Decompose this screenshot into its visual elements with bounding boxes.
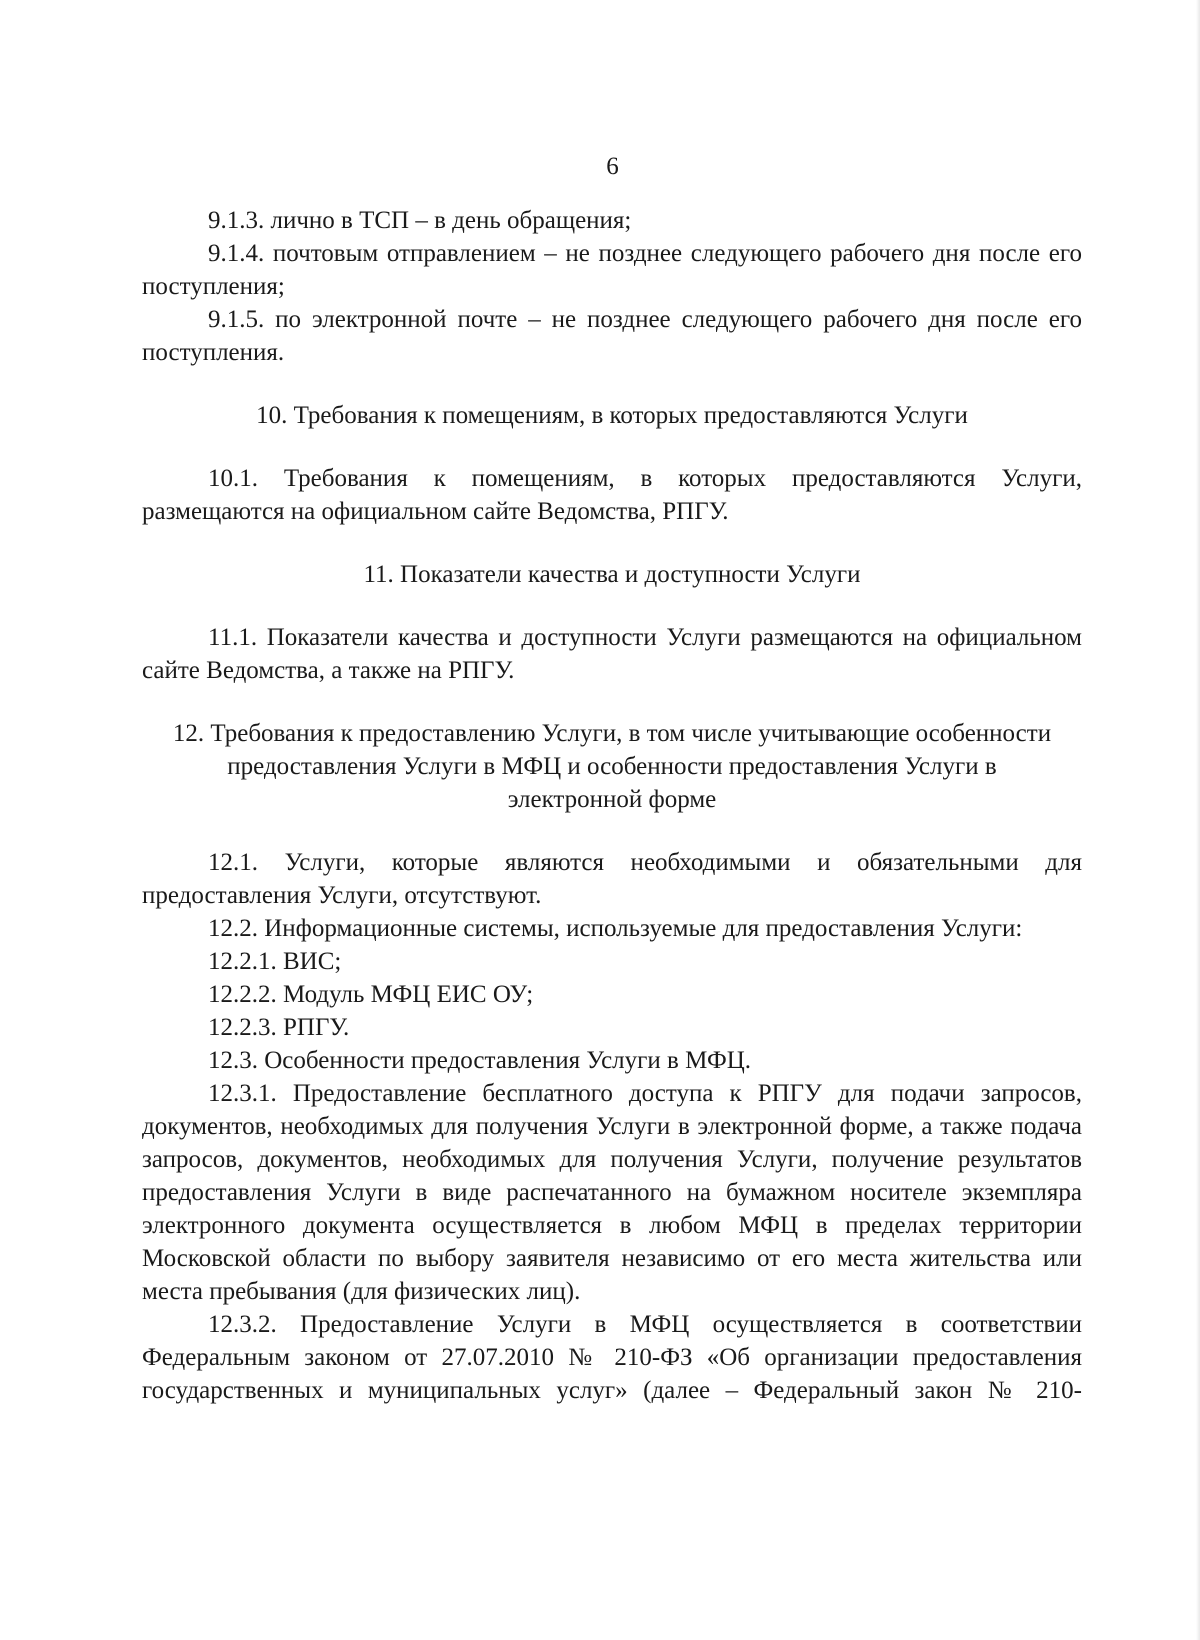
paragraph-10-1: 10.1. Требования к помещениям, в которых предоставляются Услуги, размещаются на официальном сайте Ведомства, РПГУ.	[142, 465, 1082, 525]
paragraph-12-2-1: 12.2.1. ВИС;	[208, 948, 342, 975]
document-body	[142, 204, 1082, 1407]
section-heading-12: 12. Требования к предоставлению Услуги, в том числе учитывающие особенности предоставления Услуги в МФЦ и особенности предоставления Услуги в электронной форме	[172, 720, 1052, 813]
section-heading-11: 11. Показатели качества и доступности Услуги	[363, 561, 861, 588]
paragraph-12-3: 12.3. Особенности предоставления Услуги в МФЦ.	[208, 1047, 752, 1074]
paragraph-11-1: 11.1. Показатели качества и доступности Услуги размещаются на официальном сайте Ведомства, а также на РПГУ.	[142, 624, 1082, 684]
paragraph-12-2-2: 12.2.2. Модуль МФЦ ЕИС ОУ;	[208, 981, 534, 1008]
paragraph-9-1-4: 9.1.4. почтовым отправлением – не позднее следующего рабочего дня после его поступления;	[142, 240, 1082, 300]
paragraph-12-3-2: 12.3.2. Предоставление Услуги в МФЦ осуществляется в соответствии Федеральным законом от 27.07.2010 № 210-ФЗ «Об организации предоставления государственных и муниципальных услуг» (далее – Федеральный закон № 210-	[142, 1311, 1082, 1404]
paragraph-12-3-1: 12.3.1. Предоставление бесплатного доступа к РПГУ для подачи запросов, документов, необходимых для получения Услуги в электронной форме, а также подача запросов, документов, необходимых для получения Услуги, получение результатов предоставления Услуги в виде распечатанного на бумажном носителе экземпляра электронного документа осуществляется в любом МФЦ в пределах территории Московской области по выбору заявителя независимо от его места жительства или места пребывания (для физических лиц).	[142, 1080, 1082, 1305]
paragraph-12-1: 12.1. Услуги, которые являются необходимыми и обязательными для предоставления Услуги, отсутствуют.	[142, 849, 1082, 909]
paragraph-9-1-5: 9.1.5. по электронной почте – не позднее следующего рабочего дня после его поступления.	[142, 306, 1082, 366]
paragraph-9-1-3: 9.1.3. лично в ТСП – в день обращения;	[208, 207, 632, 234]
paragraph-12-2: 12.2. Информационные системы, используемые для предоставления Услуги:	[208, 915, 1023, 942]
page-number: 6	[606, 153, 619, 180]
scan-edge-shadow	[1196, 0, 1200, 1640]
paragraph-12-2-3: 12.2.3. РПГУ.	[208, 1014, 350, 1041]
section-heading-10: 10. Требования к помещениям, в которых предоставляются Услуги	[256, 402, 968, 429]
